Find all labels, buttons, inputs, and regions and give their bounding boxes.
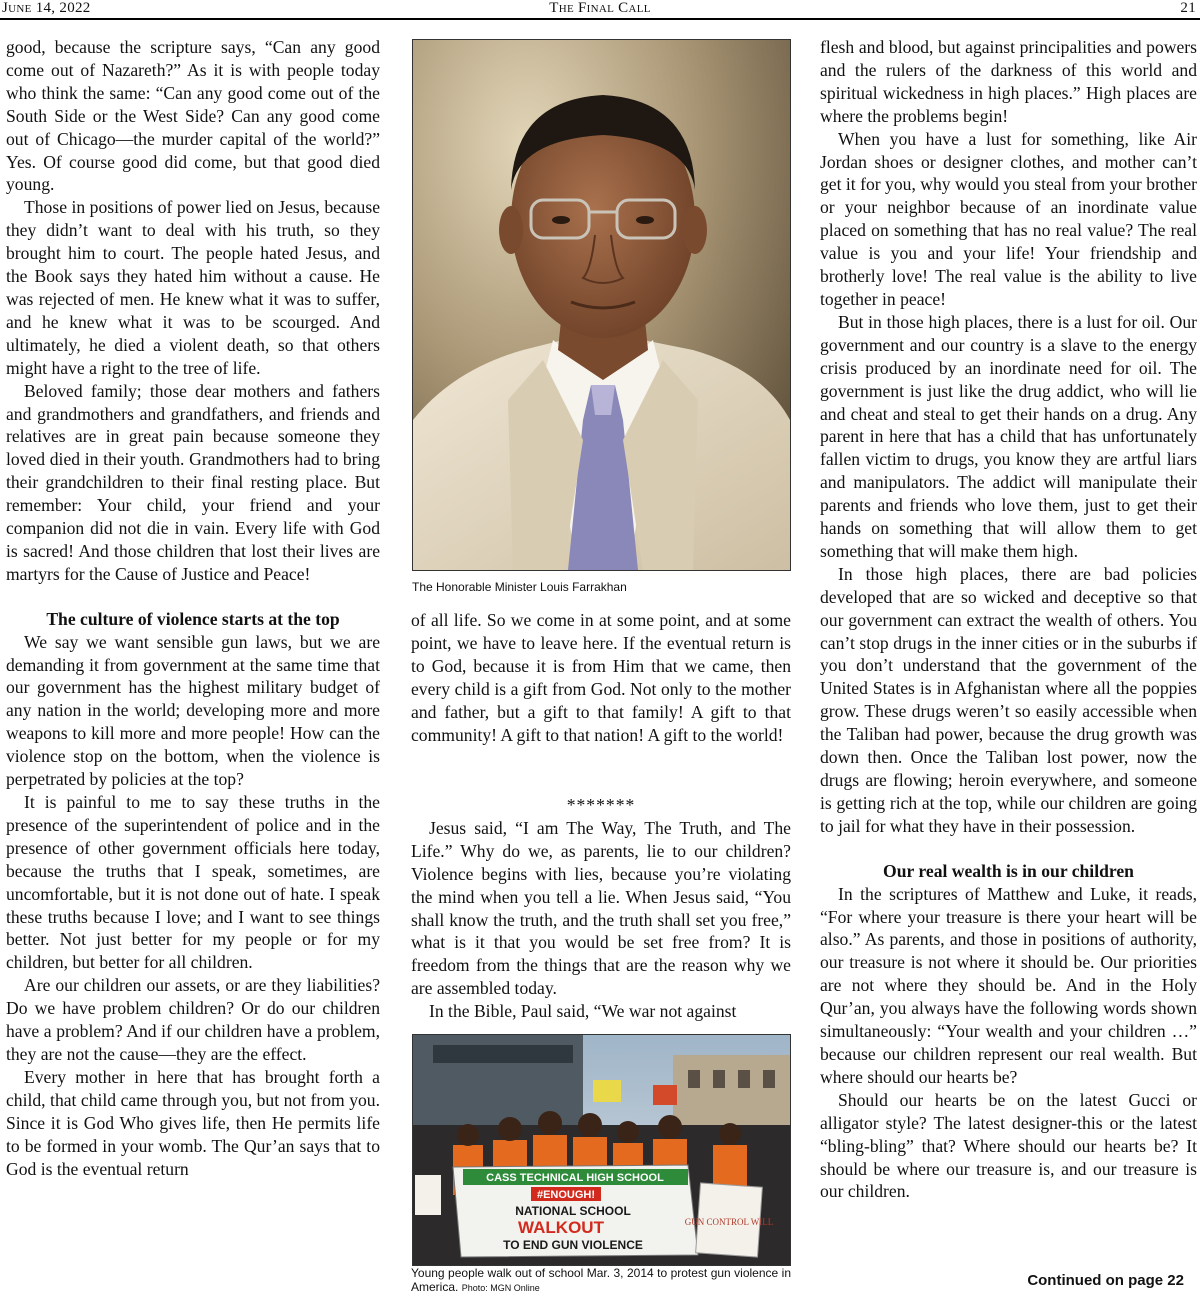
banner-line-5: TO END GUN VIOLENCE <box>503 1238 643 1252</box>
paragraph: Those in positions of power lied on Jesus, because they didn’t want to deal with his truth, so they brought him to court. The people hated Jesus, and the Book says they hated him without a cause. He was rejected of men. He knew what it was to suffer, and he knew what it was to be scourged. And ultimately, he died a violent death, so that others might have a right to the tree of life. <box>6 197 380 378</box>
portrait-illustration <box>413 40 790 570</box>
page-number: 21 <box>1180 0 1196 16</box>
section-separator: ******* <box>566 795 636 815</box>
paragraph: It is painful to me to say these truths in the presence of the superintendent of police and in the presence of other government officials here today, because the truths that I speak, sometimes, are uncomfortable, but it is not done out of hate. I speak these truths because I love; and I want to see things better. Not just better for my people or for my children, but better for all children. <box>6 792 380 973</box>
paragraph: When you have a lust for something, like Air Jordan shoes or designer clothes, and mother can’t get it for you, why would you steal from your brother or your neighbor because of an inordinate value placed on something that has no real value? The real value is you and your life! Your friendship and brotherly love! The real value is the ability to live together in peace! <box>820 128 1197 309</box>
paragraph: But in those high places, there is a lust for oil. Our government and our country is a slave to the energy crisis produced by an inordinate need for oil. The government is just like the drug addict, who will lie and cheat and steal to get their hands on a drug. Any parent in here that has a child that has unfortunately fallen victim to drugs, you know they are artful liars and manipulators. The addict will manipulate their parents and friends who love them, just to get their hands on something that will allow them to get something that will make them high. <box>820 311 1197 561</box>
paragraph: Beloved family; those dear mothers and fathers and grandmothers and grandfathers, and friends and relatives are in great pain because someone they loved died in their youth. Grandmothers had to bring their grandchildren to their final resting place. But remember: Your child, your friend and your companion did not die in vain. Every life with God is sacred! And those children that lost their lives are martyrs for the Cause of Justice and Peace! <box>6 380 380 584</box>
photo-caption: The Honorable Minister Louis Farrakhan <box>412 580 627 594</box>
banner-line-3: NATIONAL SCHOOL <box>515 1204 631 1218</box>
paragraph: Jesus said, “I am The Way, The Truth, and The Life.” Why do we, as parents, lie to our children? Violence begins with lies, because you’re violating the mind when you tell a lie. When Jesus said, “You shall know the truth, and the truth shall set you free,” what is it that you would be set free from? It is freedom from the things that are the reason why we are assembled today. <box>411 817 791 999</box>
paragraph: good, because the scripture says, “Can any good come out of Nazareth?” As it is with people today who think the same: “Can any good come out of the South Side or the West Side? Can any good come out of Chicago—the murder capital of the world?” Yes. Of course good did come, but that good died young. <box>6 37 380 195</box>
publication-name: The Final Call <box>549 0 651 16</box>
paragraph: of all life. So we come in at some point, and at some point, we have to leave here. If the eventual return is to God, because it is from Him that we came, then every child is a gift from God. Not only to the mother and father, but a gift to that family! A gift to that community! A gift to that nation! A gift to the world! <box>411 610 791 745</box>
protest-illustration <box>413 1035 790 1265</box>
banner-line-4: WALKOUT <box>518 1218 604 1237</box>
paragraph: In those high places, there are bad policies developed that are so wicked and deceptive so that our government can extract the wealth of others. You can’t stop drugs in the inner cities or in the suburbs if you don’t understand that the government of the United States is in Afghanistan where all the poppies grow. These drugs weren’t so easily accessible when the Taliban had power, because the drug growth was down then. Once the Taliban lost power, now the drugs are flowing; heroin everywhere, and someone is getting rich at the top, while our children are going to jail for what they have in their possession. <box>820 563 1197 836</box>
issue-date: June 14, 2022 <box>2 0 91 16</box>
caption-text: Young people walk out of school Mar. 3, 2014 to protest gun violence in America. <box>411 1266 791 1294</box>
hand-sign-text: GUN CONTROL WILL <box>684 1217 774 1227</box>
section-subhead: Our real wealth is in our children <box>883 860 1134 881</box>
protest-photo <box>412 1034 791 1266</box>
page-header <box>0 0 1200 20</box>
section-subhead: The culture of violence starts at the top <box>46 608 340 629</box>
paragraph: In the scriptures of Matthew and Luke, it reads, “For where your treasure is there your heart will be also.” As parents, and those in positions of authority, our treasure is not where it should be. Our priorities are not where they should be. And in the Holy Qur’an, you always have the following words shown simultaneously: “Your wealth and your children …” because our children represent our real wealth. But where should our hearts be? <box>820 883 1197 1087</box>
paragraph: In the Bible, Paul said, “We war not against <box>429 1001 737 1022</box>
paragraph: We say we want sensible gun laws, but we are demanding it from government at the same time that our government has the highest military budget of any nation in the world; developing more and more weapons to kill more and more people! How can the violence stop on the bottom, when the violence is perpetrated by policies at the top? <box>6 631 380 790</box>
paragraph: Should our hearts be on the latest Gucci or alligator style? The latest designer-this or the latest “bling-bling” that? Where should our hearts be? It should be where our treasure is, and our treasure is our children. <box>820 1089 1197 1202</box>
continued-link[interactable]: Continued on page 22 <box>1027 1272 1184 1289</box>
paragraph: flesh and blood, but against principalities and powers and the rulers of the darkness of this world and spiritual wickedness in high places.” High places are where the problems begin! <box>820 37 1197 126</box>
article-column-1 <box>6 36 380 1180</box>
photo-caption <box>411 1266 791 1295</box>
article-column-2 <box>411 609 791 746</box>
article-column-2-continued <box>411 795 791 1023</box>
paragraph: Are our children our assets, or are they liabilities? Do we have problem children? Or do our children have a problem? And if our children have a problem, they are not the cause—they are the effect. <box>6 975 380 1064</box>
portrait-photo <box>412 39 791 571</box>
article-column-3 <box>820 36 1197 1203</box>
banner-line-2: #ENOUGH! <box>536 1189 596 1201</box>
paragraph: Every mother in here that has brought forth a child, that child came through you, but not from you. Since it is God Who gives life, then He permits life to be formed in your womb. The Qur’an says that to God is the eventual return <box>6 1066 380 1179</box>
banner-line-1: CASS TECHNICAL HIGH SCHOOL <box>486 1172 664 1184</box>
photo-credit: Photo: MGN Online <box>461 1283 540 1293</box>
